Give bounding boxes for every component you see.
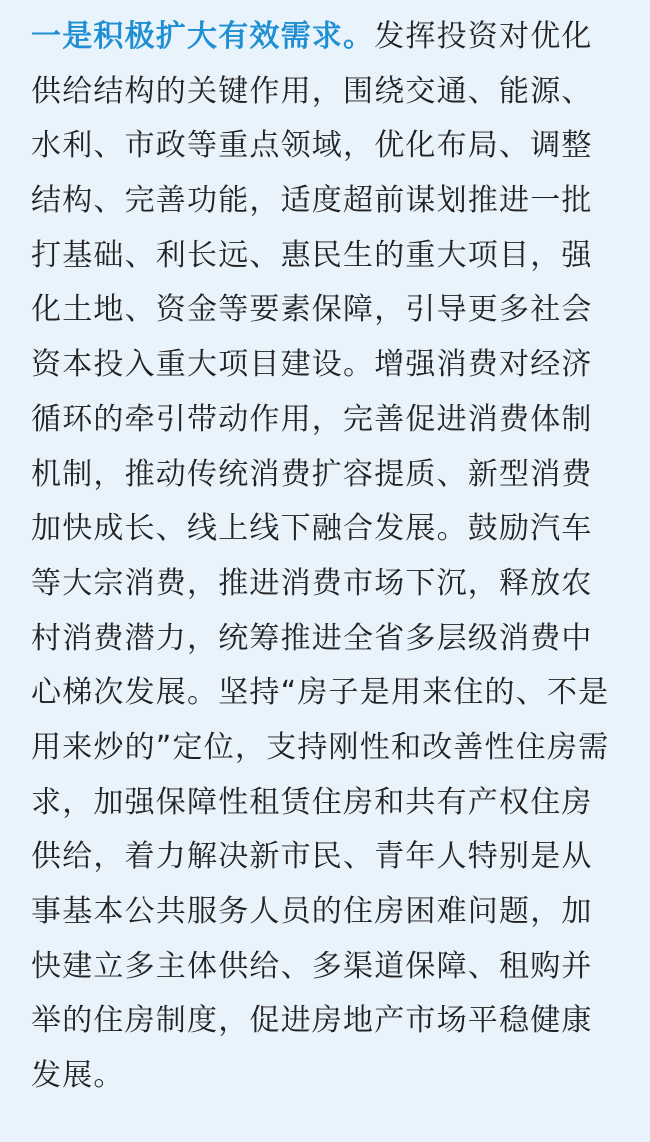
paragraph-line: [31, 10, 622, 65]
section-heading: 一是积极扩大有效需求。: [31, 19, 375, 54]
paragraph-line: 求，加强保障性租赁住房和共有产权住房: [31, 784, 593, 820]
paragraph-line: 供给，着力解决新市民、青年人特别是从: [31, 839, 593, 875]
paragraph-text: 发挥投资对优化: [374, 19, 593, 54]
paragraph-line: 资本投入重大项目建设。增强消费对经济: [31, 347, 593, 383]
paragraph-line: 化土地、资金等要素保障，引导更多社会: [31, 292, 593, 328]
paragraph-line: 举的住房制度，促进房地产市场平稳健康: [31, 1003, 593, 1039]
paragraph-line: 加快成长、线上线下融合发展。鼓励汽车: [31, 511, 593, 547]
paragraph-line: 供给结构的关键作用，围绕交通、能源、: [31, 73, 593, 109]
paragraph-line: 用来炒的”定位，支持刚性和改善性住房需: [31, 729, 610, 765]
paragraph-line: 快建立多主体供给、多渠道保障、租购并: [31, 948, 593, 984]
paragraph-line: 打基础、利长远、惠民生的重大项目，强: [31, 237, 593, 273]
paragraph-line: 心梯次发展。坚持“房子是用来住的、不是: [31, 675, 610, 711]
paragraph-line: 等大宗消费，推进消费市场下沉，释放农: [31, 565, 593, 601]
paragraph-line: 循环的牵引带动作用，完善促进消费体制: [31, 401, 593, 437]
paragraph-line: 发展。: [31, 1058, 125, 1094]
paragraph-line: 结构、完善功能，适度超前谋划推进一批: [31, 183, 593, 219]
paragraph-line: 事基本公共服务人员的住房困难问题，加: [31, 894, 593, 929]
paragraph-line: 水利、市政等重点领域，优化布局、调整: [31, 128, 593, 164]
paragraph-line: 村消费潜力，统筹推进全省多层级消费中: [31, 620, 593, 656]
paragraph-line: 机制，推动传统消费扩容提质、新型消费: [31, 456, 593, 492]
